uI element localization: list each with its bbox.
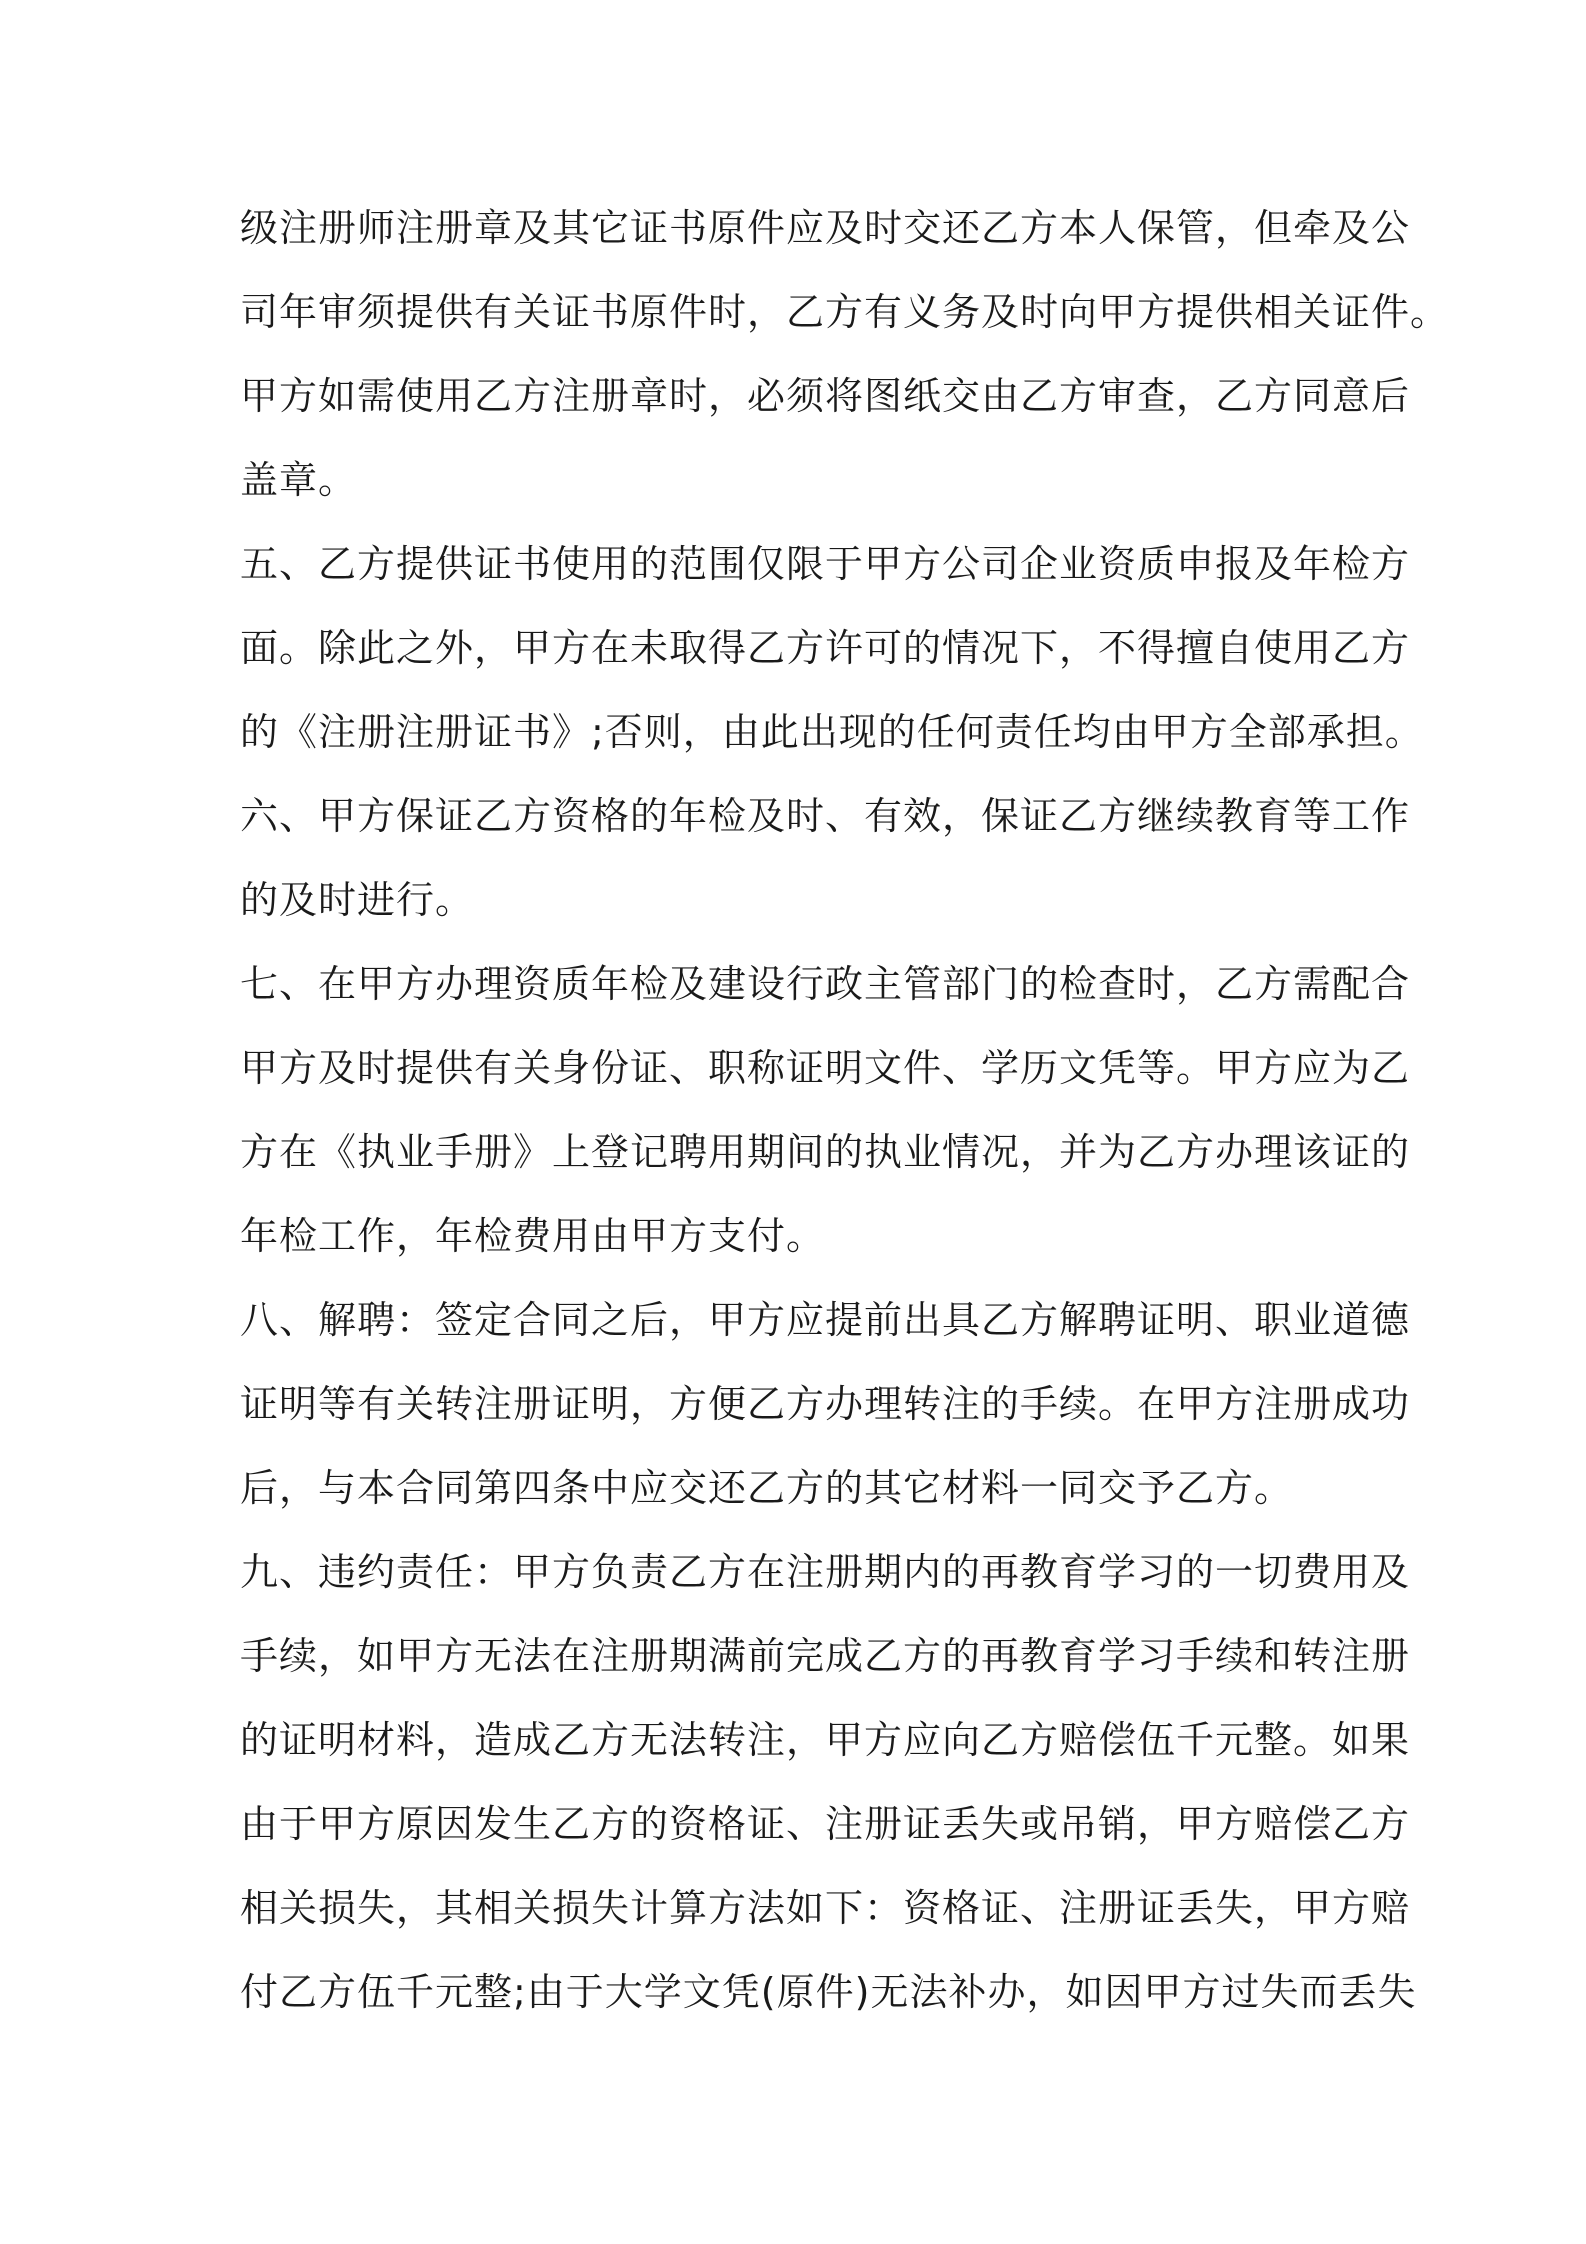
text-line: 司年审须提供有关证书原件时，乙方有义务及时向甲方提供相关证件。 xyxy=(240,290,1450,334)
text-line: 的证明材料，造成乙方无法转注，甲方应向乙方赔偿伍千元整。如果 xyxy=(240,1718,1411,1762)
text-line: 甲方如需使用乙方注册章时，必须将图纸交由乙方审查，乙方同意后 xyxy=(240,374,1411,418)
contract-text xyxy=(240,186,1450,2034)
text-line: 由于甲方原因发生乙方的资格证、注册证丢失或吊销，甲方赔偿乙方 xyxy=(240,1802,1411,1846)
text-line: 盖章。 xyxy=(240,458,358,502)
clause-6-line: 六、甲方保证乙方资格的年检及时、有效，保证乙方继续教育等工作 xyxy=(240,794,1411,838)
text-line: 后，与本合同第四条中应交还乙方的其它材料一同交予乙方。 xyxy=(240,1466,1294,1510)
text-line: 证明等有关转注册证明，方便乙方办理转注的手续。在甲方注册成功 xyxy=(240,1382,1411,1426)
clause-8-line: 八、解聘：签定合同之后，甲方应提前出具乙方解聘证明、职业道德 xyxy=(240,1298,1411,1342)
text-line: 甲方及时提供有关身份证、职称证明文件、学历文凭等。甲方应为乙 xyxy=(240,1046,1411,1090)
text-line: 方在《执业手册》上登记聘用期间的执业情况，并为乙方办理该证的 xyxy=(240,1130,1411,1174)
text-line: 付乙方伍千元整;由于大学文凭(原件)无法补办，如因甲方过失而丢失 xyxy=(240,1970,1417,2014)
clause-7-line: 七、在甲方办理资质年检及建设行政主管部门的检查时，乙方需配合 xyxy=(240,962,1411,1006)
text-line: 级注册师注册章及其它证书原件应及时交还乙方本人保管，但牵及公 xyxy=(240,206,1411,250)
text-line: 年检工作，年检费用由甲方支付。 xyxy=(240,1214,826,1258)
clause-5-line: 五、乙方提供证书使用的范围仅限于甲方公司企业资质申报及年检方 xyxy=(240,542,1411,586)
text-line: 手续，如甲方无法在注册期满前完成乙方的再教育学习手续和转注册 xyxy=(240,1634,1411,1678)
text-line: 的《注册注册证书》;否则，由此出现的任何责任均由甲方全部承担。 xyxy=(240,710,1424,754)
clause-9-line: 九、违约责任：甲方负责乙方在注册期内的再教育学习的一切费用及 xyxy=(240,1550,1411,1594)
text-line: 面。除此之外，甲方在未取得乙方许可的情况下，不得擅自使用乙方 xyxy=(240,626,1411,670)
text-line: 的及时进行。 xyxy=(240,878,475,922)
text-line: 相关损失，其相关损失计算方法如下：资格证、注册证丢失，甲方赔 xyxy=(240,1886,1411,1930)
